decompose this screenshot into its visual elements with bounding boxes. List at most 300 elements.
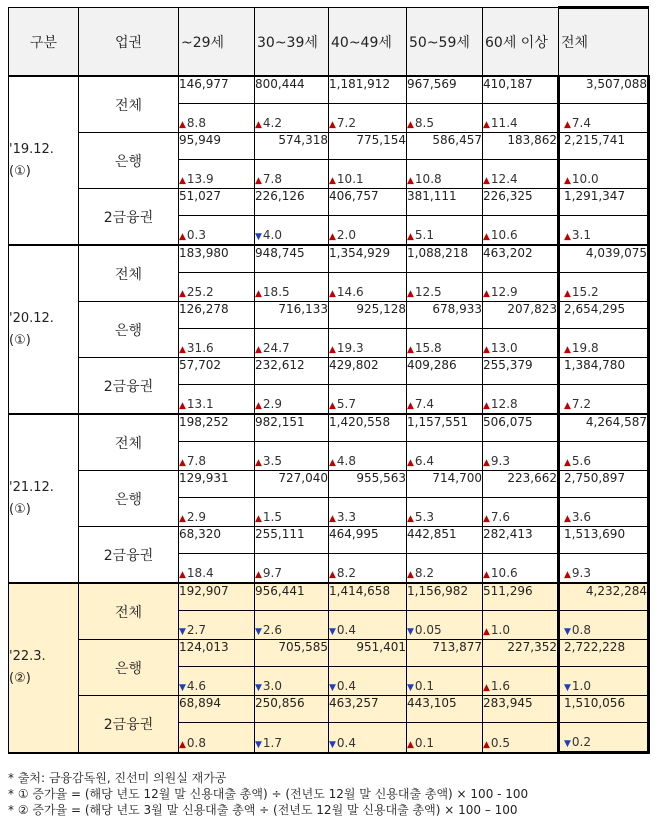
rate-value: 0.8 bbox=[186, 735, 207, 750]
triangle-up-icon: ▲ bbox=[483, 176, 490, 186]
header-sector: 업권 bbox=[79, 8, 179, 77]
rate-value: 7.6 bbox=[490, 510, 511, 524]
value-cell: 678,933 bbox=[407, 302, 483, 329]
triangle-down-icon: ▼ bbox=[179, 683, 186, 693]
rate-value: 1.5 bbox=[262, 510, 283, 524]
total-value-cell: 1,384,780 bbox=[559, 358, 649, 385]
total-rate-cell bbox=[559, 329, 649, 358]
total-value-cell: 3,507,088 bbox=[559, 76, 649, 104]
rate-value: 10.0 bbox=[571, 172, 599, 186]
rate-cell bbox=[407, 611, 483, 640]
triangle-down-icon: ▼ bbox=[564, 627, 571, 637]
rate-value: 0.4 bbox=[336, 735, 357, 750]
triangle-down-icon: ▼ bbox=[564, 683, 571, 693]
rate-cell bbox=[179, 723, 255, 753]
triangle-down-icon: ▼ bbox=[255, 627, 262, 637]
triangle-down-icon: ▼ bbox=[329, 739, 336, 750]
rate-value: 5.6 bbox=[571, 454, 592, 468]
header-age-5: 60세 이상 bbox=[483, 8, 559, 77]
triangle-up-icon: ▲ bbox=[564, 120, 571, 130]
sector-cell: 전체 bbox=[79, 245, 179, 302]
rate-value: 5.1 bbox=[414, 228, 435, 242]
rate-cell bbox=[483, 104, 559, 133]
header-age-2: 30~39세 bbox=[255, 8, 329, 77]
value-cell: 192,907 bbox=[179, 583, 255, 611]
header-age-4: 50~59세 bbox=[407, 8, 483, 77]
rate-value: 2.9 bbox=[186, 510, 207, 524]
total-rate-cell bbox=[559, 667, 649, 696]
header-category: 구분 bbox=[9, 8, 79, 77]
value-cell: 124,013 bbox=[179, 640, 255, 667]
rate-cell bbox=[179, 611, 255, 640]
value-cell: 255,111 bbox=[255, 527, 329, 554]
triangle-up-icon: ▲ bbox=[179, 232, 186, 242]
rate-cell bbox=[483, 667, 559, 696]
total-value-cell: 1,513,690 bbox=[559, 527, 649, 554]
rate-cell bbox=[407, 554, 483, 584]
triangle-up-icon: ▲ bbox=[483, 514, 490, 524]
rate-value: 31.6 bbox=[186, 341, 214, 355]
rate-cell bbox=[483, 723, 559, 753]
triangle-up-icon: ▲ bbox=[179, 289, 186, 299]
value-cell: 68,894 bbox=[179, 696, 255, 723]
value-cell: 925,128 bbox=[329, 302, 407, 329]
value-cell: 967,569 bbox=[407, 76, 483, 104]
triangle-up-icon: ▲ bbox=[483, 232, 490, 242]
rate-value: 2.6 bbox=[262, 623, 283, 637]
triangle-up-icon: ▲ bbox=[564, 176, 571, 186]
table-row bbox=[9, 527, 649, 554]
header-total: 전체 bbox=[559, 8, 649, 77]
rate-cell bbox=[329, 442, 407, 471]
rate-value: 13.0 bbox=[490, 341, 518, 355]
rate-cell bbox=[179, 554, 255, 584]
rate-value: 3.5 bbox=[262, 454, 283, 468]
value-cell: 146,977 bbox=[179, 76, 255, 104]
rate-value: 19.8 bbox=[571, 341, 599, 355]
value-cell: 250,856 bbox=[255, 696, 329, 723]
triangle-up-icon: ▲ bbox=[179, 739, 186, 750]
rate-value: 15.8 bbox=[414, 341, 442, 355]
rate-cell bbox=[483, 385, 559, 415]
rate-cell bbox=[407, 160, 483, 189]
value-cell: 183,980 bbox=[179, 245, 255, 273]
rate-cell bbox=[329, 216, 407, 246]
triangle-up-icon: ▲ bbox=[564, 401, 571, 411]
triangle-up-icon: ▲ bbox=[329, 458, 336, 468]
triangle-up-icon: ▲ bbox=[564, 458, 571, 468]
triangle-up-icon: ▲ bbox=[255, 514, 262, 524]
rate-cell bbox=[255, 554, 329, 584]
rate-cell bbox=[329, 667, 407, 696]
value-cell: 283,945 bbox=[483, 696, 559, 723]
triangle-up-icon: ▲ bbox=[179, 458, 186, 468]
rate-value: 0.3 bbox=[186, 228, 207, 242]
triangle-up-icon: ▲ bbox=[483, 683, 490, 693]
value-cell: 714,700 bbox=[407, 471, 483, 498]
rate-value: 4.2 bbox=[262, 116, 283, 130]
value-cell: 406,757 bbox=[329, 189, 407, 216]
rate-cell bbox=[329, 160, 407, 189]
period-note: (①) bbox=[9, 501, 31, 517]
rate-cell bbox=[255, 160, 329, 189]
total-rate-cell bbox=[559, 385, 649, 415]
value-cell: 226,325 bbox=[483, 189, 559, 216]
footnote-rate-1: * ① 증가율 = (해당 년도 12월 말 신용대출 총액) ÷ (전년도 12월 말 신용대출 총액) × 100 - 100 bbox=[8, 787, 529, 801]
rate-cell bbox=[329, 611, 407, 640]
rate-value: 5.3 bbox=[414, 510, 435, 524]
rate-cell bbox=[329, 329, 407, 358]
table-row bbox=[9, 471, 649, 498]
triangle-up-icon: ▲ bbox=[329, 289, 336, 299]
total-value-cell: 2,215,741 bbox=[559, 133, 649, 160]
rate-value: 8.5 bbox=[414, 116, 435, 130]
value-cell: 381,111 bbox=[407, 189, 483, 216]
total-value-cell: 4,232,284 bbox=[559, 583, 649, 611]
rate-value: 4.6 bbox=[186, 679, 207, 693]
rate-cell bbox=[255, 216, 329, 246]
triangle-up-icon: ▲ bbox=[179, 570, 186, 580]
total-rate-cell bbox=[559, 216, 649, 246]
period-cell bbox=[9, 583, 79, 753]
total-value-cell: 2,750,897 bbox=[559, 471, 649, 498]
footnote-rate-2: * ② 증가율 = (해당 년도 3월 말 신용대출 총액 ÷ (전년도 12월 말 신용대출 총액) × 100 – 100 bbox=[8, 803, 518, 817]
triangle-up-icon: ▲ bbox=[255, 176, 262, 186]
rate-cell bbox=[255, 498, 329, 527]
triangle-up-icon: ▲ bbox=[483, 289, 490, 299]
rate-value: 3.0 bbox=[262, 679, 283, 693]
triangle-up-icon: ▲ bbox=[564, 514, 571, 524]
total-rate-cell bbox=[559, 160, 649, 189]
value-cell: 1,414,658 bbox=[329, 583, 407, 611]
triangle-up-icon: ▲ bbox=[483, 345, 490, 355]
value-cell: 1,354,929 bbox=[329, 245, 407, 273]
triangle-up-icon: ▲ bbox=[329, 401, 336, 411]
sector-cell: 은행 bbox=[79, 133, 179, 189]
rate-cell bbox=[255, 273, 329, 302]
rate-value: 5.7 bbox=[336, 397, 357, 411]
triangle-up-icon: ▲ bbox=[483, 739, 490, 750]
triangle-down-icon: ▼ bbox=[255, 683, 262, 693]
sector-cell: 2금융권 bbox=[79, 527, 179, 584]
rate-cell bbox=[407, 329, 483, 358]
table-row bbox=[9, 133, 649, 160]
sector-cell: 전체 bbox=[79, 583, 179, 640]
value-cell: 129,931 bbox=[179, 471, 255, 498]
triangle-up-icon: ▲ bbox=[407, 345, 414, 355]
triangle-up-icon: ▲ bbox=[255, 120, 262, 130]
table-row bbox=[9, 640, 649, 667]
footnote-source: * 출처: 금융감독원, 진선미 의원실 재가공 bbox=[8, 771, 227, 785]
triangle-up-icon: ▲ bbox=[329, 570, 336, 580]
value-cell: 223,662 bbox=[483, 471, 559, 498]
rate-value: 2.0 bbox=[336, 228, 357, 242]
value-cell: 800,444 bbox=[255, 76, 329, 104]
period-label: '20.12. bbox=[9, 310, 54, 326]
table-row bbox=[9, 696, 649, 723]
triangle-up-icon: ▲ bbox=[407, 739, 414, 750]
rate-value: 0.1 bbox=[414, 735, 435, 750]
rate-value: 24.7 bbox=[262, 341, 290, 355]
rate-value: 0.5 bbox=[490, 735, 511, 750]
triangle-up-icon: ▲ bbox=[483, 458, 490, 468]
value-cell: 1,157,551 bbox=[407, 414, 483, 442]
table-row bbox=[9, 189, 649, 216]
period-cell bbox=[9, 245, 79, 414]
rate-value: 9.3 bbox=[571, 566, 592, 580]
triangle-up-icon: ▲ bbox=[407, 570, 414, 580]
value-cell: 506,075 bbox=[483, 414, 559, 442]
sector-cell: 은행 bbox=[79, 302, 179, 358]
rate-value: 18.4 bbox=[186, 566, 214, 580]
rate-cell bbox=[483, 498, 559, 527]
table-row bbox=[9, 414, 649, 442]
total-rate-cell bbox=[559, 498, 649, 527]
rate-cell bbox=[407, 216, 483, 246]
value-cell: 1,420,558 bbox=[329, 414, 407, 442]
rate-cell bbox=[255, 104, 329, 133]
rate-value: 0.1 bbox=[414, 679, 435, 693]
credit-loan-table bbox=[8, 6, 650, 754]
total-value-cell: 2,654,295 bbox=[559, 302, 649, 329]
rate-value: 7.4 bbox=[414, 397, 435, 411]
period-label: '19.12. bbox=[9, 141, 54, 157]
rate-value: 4.0 bbox=[262, 228, 283, 242]
rate-cell bbox=[179, 329, 255, 358]
rate-value: 11.4 bbox=[490, 116, 518, 130]
period-note: (①) bbox=[9, 332, 31, 348]
total-value-cell: 1,510,056 bbox=[559, 696, 649, 723]
triangle-up-icon: ▲ bbox=[407, 289, 414, 299]
triangle-up-icon: ▲ bbox=[564, 570, 571, 580]
triangle-up-icon: ▲ bbox=[329, 514, 336, 524]
rate-cell bbox=[483, 160, 559, 189]
period-note: (①) bbox=[9, 163, 31, 179]
triangle-up-icon: ▲ bbox=[179, 176, 186, 186]
value-cell: 727,040 bbox=[255, 471, 329, 498]
period-cell bbox=[9, 76, 79, 245]
triangle-up-icon: ▲ bbox=[329, 345, 336, 355]
sector-cell: 2금융권 bbox=[79, 696, 179, 753]
value-cell: 227,352 bbox=[483, 640, 559, 667]
value-cell: 464,995 bbox=[329, 527, 407, 554]
value-cell: 409,286 bbox=[407, 358, 483, 385]
sector-cell: 2금융권 bbox=[79, 189, 179, 246]
rate-cell bbox=[407, 385, 483, 415]
rate-value: 0.4 bbox=[336, 679, 357, 693]
rate-value: 10.6 bbox=[490, 228, 518, 242]
rate-cell bbox=[179, 104, 255, 133]
rate-value: 13.1 bbox=[186, 397, 214, 411]
period-note: (②) bbox=[9, 670, 31, 686]
value-cell: 586,457 bbox=[407, 133, 483, 160]
period-cell bbox=[9, 414, 79, 583]
table-row bbox=[9, 583, 649, 611]
footnotes bbox=[8, 770, 528, 818]
total-value-cell: 4,039,075 bbox=[559, 245, 649, 273]
rate-value: 2.9 bbox=[262, 397, 283, 411]
triangle-up-icon: ▲ bbox=[179, 120, 186, 130]
total-rate-cell bbox=[559, 273, 649, 302]
value-cell: 126,278 bbox=[179, 302, 255, 329]
rate-value: 10.1 bbox=[336, 172, 364, 186]
rate-cell bbox=[179, 442, 255, 471]
value-cell: 226,126 bbox=[255, 189, 329, 216]
rate-value: 1.6 bbox=[490, 679, 511, 693]
value-cell: 442,851 bbox=[407, 527, 483, 554]
rate-cell bbox=[255, 442, 329, 471]
total-value-cell: 2,722,228 bbox=[559, 640, 649, 667]
value-cell: 463,202 bbox=[483, 245, 559, 273]
value-cell: 68,320 bbox=[179, 527, 255, 554]
sector-cell: 전체 bbox=[79, 76, 179, 133]
value-cell: 982,151 bbox=[255, 414, 329, 442]
table-row bbox=[9, 245, 649, 273]
total-rate-cell bbox=[559, 104, 649, 133]
rate-value: 9.7 bbox=[262, 566, 283, 580]
rate-value: 15.2 bbox=[571, 285, 599, 299]
rate-cell bbox=[483, 611, 559, 640]
rate-cell bbox=[483, 329, 559, 358]
rate-value: 3.6 bbox=[571, 510, 592, 524]
rate-value: 12.5 bbox=[414, 285, 442, 299]
header-age-3: 40~49세 bbox=[329, 8, 407, 77]
rate-cell bbox=[255, 723, 329, 753]
triangle-down-icon: ▼ bbox=[407, 683, 414, 693]
period-label: '22.3. bbox=[9, 648, 46, 664]
value-cell: 198,252 bbox=[179, 414, 255, 442]
value-cell: 282,413 bbox=[483, 527, 559, 554]
value-cell: 183,862 bbox=[483, 133, 559, 160]
value-cell: 713,877 bbox=[407, 640, 483, 667]
triangle-up-icon: ▲ bbox=[329, 232, 336, 242]
triangle-down-icon: ▼ bbox=[329, 627, 336, 637]
total-rate-cell bbox=[559, 723, 649, 753]
rate-value: 4.8 bbox=[336, 454, 357, 468]
rate-value: 0.8 bbox=[571, 623, 592, 637]
value-cell: 1,181,912 bbox=[329, 76, 407, 104]
value-cell: 775,154 bbox=[329, 133, 407, 160]
rate-cell bbox=[407, 498, 483, 527]
value-cell: 948,745 bbox=[255, 245, 329, 273]
triangle-up-icon: ▲ bbox=[564, 345, 571, 355]
rate-value: 7.8 bbox=[186, 454, 207, 468]
value-cell: 51,027 bbox=[179, 189, 255, 216]
value-cell: 232,612 bbox=[255, 358, 329, 385]
rate-cell bbox=[255, 611, 329, 640]
header-row bbox=[9, 8, 649, 77]
rate-cell bbox=[179, 385, 255, 415]
triangle-up-icon: ▲ bbox=[407, 401, 414, 411]
value-cell: 95,949 bbox=[179, 133, 255, 160]
rate-value: 1.0 bbox=[490, 623, 511, 637]
triangle-up-icon: ▲ bbox=[255, 401, 262, 411]
rate-value: 8.2 bbox=[336, 566, 357, 580]
rate-value: 1.7 bbox=[262, 735, 283, 750]
rate-value: 14.6 bbox=[336, 285, 364, 299]
rate-value: 18.5 bbox=[262, 285, 290, 299]
total-value-cell: 1,291,347 bbox=[559, 189, 649, 216]
value-cell: 57,702 bbox=[179, 358, 255, 385]
value-cell: 574,318 bbox=[255, 133, 329, 160]
rate-cell bbox=[329, 723, 407, 753]
total-rate-cell bbox=[559, 442, 649, 471]
triangle-up-icon: ▲ bbox=[483, 570, 490, 580]
rate-value: 3.3 bbox=[336, 510, 357, 524]
rate-value: 8.8 bbox=[186, 116, 207, 130]
rate-value: 12.9 bbox=[490, 285, 518, 299]
triangle-up-icon: ▲ bbox=[255, 289, 262, 299]
triangle-up-icon: ▲ bbox=[179, 514, 186, 524]
rate-value: 7.2 bbox=[571, 397, 592, 411]
value-cell: 956,441 bbox=[255, 583, 329, 611]
rate-cell bbox=[179, 216, 255, 246]
rate-cell bbox=[179, 498, 255, 527]
rate-value: 7.2 bbox=[336, 116, 357, 130]
rate-cell bbox=[329, 554, 407, 584]
table-row bbox=[9, 302, 649, 329]
value-cell: 410,187 bbox=[483, 76, 559, 104]
triangle-up-icon: ▲ bbox=[407, 120, 414, 130]
triangle-up-icon: ▲ bbox=[407, 514, 414, 524]
header-age-1: ~29세 bbox=[179, 8, 255, 77]
period-label: '21.12. bbox=[9, 479, 54, 495]
table-row bbox=[9, 76, 649, 104]
rate-cell bbox=[329, 498, 407, 527]
rate-cell bbox=[329, 273, 407, 302]
rate-cell bbox=[483, 216, 559, 246]
triangle-up-icon: ▲ bbox=[255, 570, 262, 580]
rate-value: 1.0 bbox=[571, 679, 592, 693]
rate-cell bbox=[179, 160, 255, 189]
rate-cell bbox=[329, 104, 407, 133]
value-cell: 1,156,982 bbox=[407, 583, 483, 611]
rate-value: 7.8 bbox=[262, 172, 283, 186]
rate-value: 9.3 bbox=[490, 454, 511, 468]
value-cell: 255,379 bbox=[483, 358, 559, 385]
triangle-up-icon: ▲ bbox=[483, 401, 490, 411]
triangle-down-icon: ▼ bbox=[255, 739, 262, 750]
value-cell: 1,088,218 bbox=[407, 245, 483, 273]
rate-value: 0.2 bbox=[571, 735, 592, 749]
value-cell: 443,105 bbox=[407, 696, 483, 723]
value-cell: 429,802 bbox=[329, 358, 407, 385]
rate-cell bbox=[179, 273, 255, 302]
rate-cell bbox=[407, 273, 483, 302]
triangle-up-icon: ▲ bbox=[255, 458, 262, 468]
rate-value: 7.4 bbox=[571, 116, 592, 130]
rate-cell bbox=[407, 667, 483, 696]
rate-cell bbox=[255, 385, 329, 415]
rate-cell bbox=[483, 554, 559, 584]
rate-cell bbox=[179, 667, 255, 696]
total-rate-cell bbox=[559, 611, 649, 640]
rate-value: 13.9 bbox=[186, 172, 214, 186]
triangle-up-icon: ▲ bbox=[255, 345, 262, 355]
value-cell: 463,257 bbox=[329, 696, 407, 723]
triangle-up-icon: ▲ bbox=[329, 120, 336, 130]
rate-value: 6.4 bbox=[414, 454, 435, 468]
triangle-down-icon: ▼ bbox=[329, 683, 336, 693]
triangle-down-icon: ▼ bbox=[564, 739, 571, 749]
sector-cell: 전체 bbox=[79, 414, 179, 471]
rate-value: 25.2 bbox=[186, 285, 214, 299]
rate-value: 10.6 bbox=[490, 566, 518, 580]
rate-value: 12.8 bbox=[490, 397, 518, 411]
rate-value: 10.8 bbox=[414, 172, 442, 186]
triangle-up-icon: ▲ bbox=[179, 401, 186, 411]
triangle-up-icon: ▲ bbox=[564, 289, 571, 299]
